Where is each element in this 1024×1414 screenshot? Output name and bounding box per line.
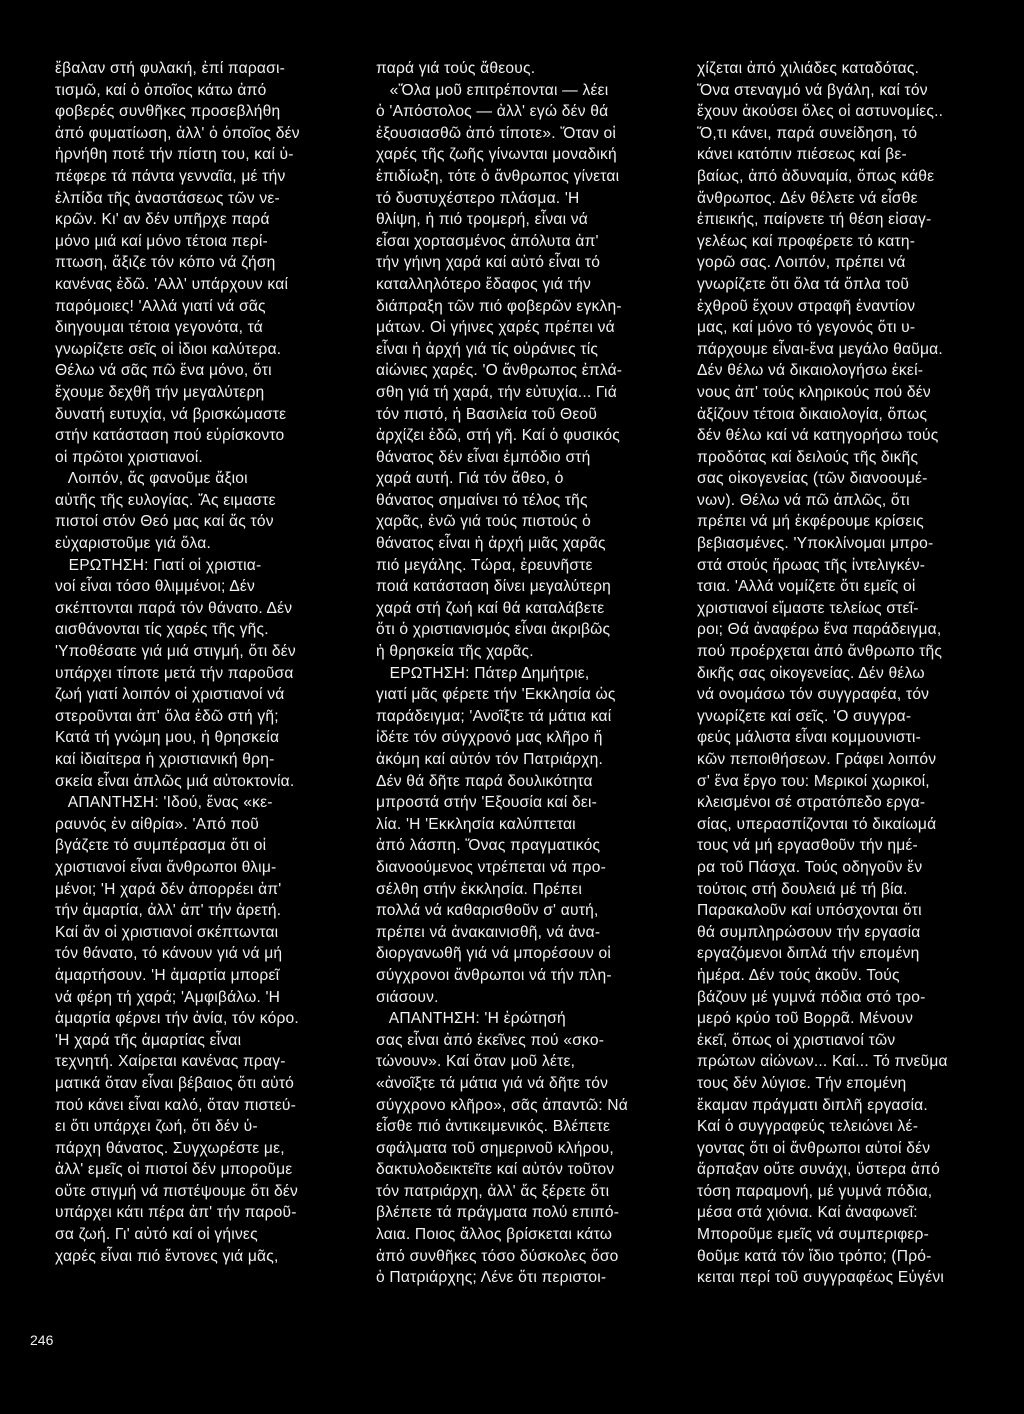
text-line: Ὅνα στεναγμό νά βγάλη, καί τόν: [697, 81, 928, 99]
text-line: διάπραξη τῶν πιό φοβερῶν εγκλη-: [376, 297, 622, 315]
text-line: ἁμαρτήσουν. 'Η ἁμαρτία μπορεῖ: [55, 966, 280, 984]
text-line: 'Η χαρά τῆς ἁμαρτίας εἶναι: [55, 1031, 242, 1049]
text-line: κανένας ἐδῶ. 'Αλλ' υπάρχουν καί: [55, 275, 289, 293]
text-line: θάνατος σημαίνει τό τέλος τῆς: [376, 491, 588, 509]
text-line: ἔχουμε δεχθῆ τήν μεγαλύτερη: [55, 383, 265, 401]
text-line: εὐχαριστοῦμε γιά ὅλα.: [55, 535, 212, 553]
text-line: τόση παραμονή, μέ γυμνά πόδια,: [697, 1182, 933, 1200]
text-line: τήν ἁμαρτία, ἀλλ' ἀπ' τήν ἀρετή.: [55, 902, 282, 920]
text-line: νά ονομάσω τόν συγγραφέα, τόν: [697, 686, 930, 704]
text-line: σκεία εἶναι ἁπλῶς μιά αὐτοκτονία.: [55, 772, 295, 790]
text-line: Ὅ,τι κάνει, παρά συνείδηση, τό: [697, 124, 918, 142]
text-line: χριστιανοί εἴμαστε τελείως στεῖ-: [697, 599, 919, 617]
text-line: μόνο μιά καί μόνο τέτοια περί-: [55, 232, 268, 250]
text-line: ἔχουν ἀκούσει ὅλες οἱ αστυνομίες..: [697, 103, 944, 121]
text-line: ἅρπαξαν οὔτε συνάχι, ὕστερα ἀπό: [697, 1161, 940, 1179]
text-line: εἶσθε πιό ἀντικειμενικός. Βλέπετε: [376, 1118, 611, 1136]
text-line: οἱ πρῶτοι χριστιανοί.: [55, 448, 203, 466]
text-line: σας εἶναι ἀπό ἐκεῖνες πού «σκο-: [376, 1031, 605, 1049]
text-line: βλέπετε τά πράγματα πολύ επιπό-: [376, 1204, 620, 1222]
text-line: Παρακαλοῦν καί υπόσχονται ὅτι: [697, 902, 922, 920]
text-line: πάρχουμε εἶναι-ἕνα μεγάλο θαῦμα.: [697, 340, 943, 358]
text-line: παρά γιά τούς ἄθεους.: [376, 60, 536, 77]
text-line: πρέπει νά ἀνακαινισθῆ, νά ἀνα-: [376, 923, 601, 941]
text-line: ματικά ὅταν εἶναι βέβαιος ὅτι αὐτό: [55, 1074, 295, 1092]
text-line: ἐλπίδα τῆς ἀναστάσεως τῶν νε-: [55, 189, 280, 207]
text-line: ἀπό φυματίωση, ἀλλ' ὁ ὁποῖος δέν: [55, 124, 300, 142]
text-line: χαρές εἶναι πιό ἔντονες γιά μᾶς,: [55, 1247, 279, 1265]
text-line: χαρᾶς, ἐνῶ γιά τούς πιστούς ὁ: [376, 513, 592, 531]
text-line: εἶσαι χορτασμένος ἀπόλυτα ἀπ': [376, 232, 599, 250]
text-line: ἀξίζουν τέτοια δικαιολογία, ὅπως: [697, 405, 928, 423]
text-line: βεβιασμένες. 'Υποκλίνομαι μπρο-: [697, 535, 934, 553]
text-line: θάνατος εἶναι ἡ ἀρχή μιᾶς χαρᾶς: [376, 535, 606, 553]
text-line: φεύς μάλιστα εἶναι κομμουνιστι-: [697, 729, 921, 747]
text-line: ἐκεῖ, ὅπως οἱ χριστιανοί τῶν: [697, 1031, 896, 1049]
text-line: πού προέρχεται ἀπό ἄνθρωπο τῆς: [697, 643, 943, 661]
text-line: «Ὅλα μοῦ επιτρέπονται — λέει: [376, 81, 609, 99]
text-line: καί ἰδιαίτερα ἡ χριστιανική θρη-: [55, 751, 275, 768]
text-line: ἐχθροῦ ἔχουν στραφῆ ἐναντίον: [697, 297, 916, 315]
text-line: Λοιπόν, ἄς φανοῦμε ἄξιοι: [55, 470, 248, 488]
text-line: πάρχη θάνατος. Συγχωρέστε με,: [55, 1139, 285, 1157]
text-line: τεχνητή. Χαίρεται κανένας πραγ-: [55, 1053, 286, 1071]
text-line: ὁ Πατριάρχης; Λένε ὅτι περιστοι-: [376, 1269, 607, 1287]
text-line: ἄνθρωπος. Δέν θέλετε νά εἶσθε: [697, 189, 918, 207]
text-line: ἁμαρτία φέρνει τήν ἀνία, τόν κόρο.: [55, 1010, 299, 1028]
text-line: σθη γιά τή χαρά, τήν εὐτυχία... Γιά: [376, 383, 617, 401]
text-line: ὅτι ὁ χριστιανισμός εἶναι ἀκριβῶς: [376, 621, 611, 639]
text-line: γιατί μᾶς φέρετε τήν 'Εκκλησία ὡς: [376, 686, 616, 704]
text-line: κειται περί τοῦ συγγραφέως Εὐγένι: [697, 1269, 945, 1287]
text-line: δυνατή ευτυχία, νά βρισκώμαστε: [55, 405, 287, 423]
text-line: θλίψη, ἡ πιό τρομερή, εἶναι νά: [376, 211, 589, 229]
text-line: ΑΠΑΝΤΗΣΗ: 'Ιδού, ἕνας «κε-: [55, 794, 273, 812]
text-line: ροι; Θά ἀναφέρω ἕνα παράδειγμα,: [697, 621, 942, 639]
text-line: μάτων. Οἱ γήινες χαρές πρέπει νά: [376, 319, 615, 337]
text-line: φοβερές συνθῆκες προσεβλήθη: [55, 103, 281, 121]
text-line: στήν κατάσταση πού εὑρίσκοντο: [55, 427, 285, 445]
text-line: πολλά νά καθαρισθοῦν σ' αυτή,: [376, 902, 599, 920]
text-line: στεροῦνται ἀπ' ὅλα ἐδῶ στή γῆ;: [55, 707, 279, 725]
text-line: θάνατος δέν εἶναι ἐμπόδιο στή: [376, 448, 591, 466]
text-line: οὔτε στιγμή νά πιστέψουμε ὅτι δέν: [55, 1182, 299, 1200]
text-line: ἐπιεικής, παίρνετε τή θέση εἰσαγ-: [697, 211, 932, 229]
text-line: πού κάνει εἶναι καλό, ὅταν πιστεύ-: [55, 1096, 297, 1114]
text-line: νοί εἶναι τόσο θλιμμένοι; Δέν: [55, 578, 256, 596]
text-line: δέν θέλω καί νά κατηγορήσω τούς: [697, 427, 939, 445]
text-line: Κατά τή γνώμη μου, ἡ θρησκεία: [55, 729, 280, 747]
text-line: ἡ θρησκεία τῆς χαρᾶς.: [376, 643, 534, 661]
text-line: τόν πατριάρχη, ἀλλ' ἄς ξέρετε ὅτι: [376, 1182, 610, 1200]
text-line: χριστιανοί εἶναι ἄνθρωποι θλιμ-: [55, 858, 277, 876]
text-line: προδότας καί δειλούς τῆς δικῆς: [697, 448, 919, 466]
text-line: γνωρίζετε σεῖς οἱ ἰδιοι καλύτερα.: [55, 340, 282, 358]
text-line: Καί ἄν οἱ χριστιανοί σκέπτωνται: [55, 923, 279, 941]
text-line: υπάρχει τίποτε μετά τήν παροῦσα: [55, 664, 294, 682]
text-line: τσια. 'Αλλά νομίζετε ὅτι εμεῖς οἱ: [697, 578, 916, 596]
text-line: σκέπτονται παρά τόν θάνατο. Δέν: [55, 599, 293, 617]
text-line: ἀκόμη καί αὐτόν τόν Πατριάρχη.: [376, 751, 604, 768]
text-line: πρώτων αἰώνων... Καί... Τό πνεῦμα: [697, 1053, 948, 1071]
text-line: Καί ὁ συγγραφεύς τελειώνει λέ-: [697, 1118, 919, 1136]
text-line: γορῶ σας. Λοιπόν, πρέπει νά: [697, 254, 906, 272]
text-line: κάνει κατόπιν πιέσεως καί βε-: [697, 146, 907, 164]
text-line: γοντας ὅτι οἱ ἄνθρωποι αὐτοί δέν: [697, 1139, 931, 1157]
text-line: σύγχρονο κλῆρο», σᾶς ἀπαντῶ: Νά: [376, 1096, 628, 1114]
text-line: ἐπιδίωξη, τότε ὁ ἄνθρωπος γίνεται: [376, 167, 620, 185]
text-line: σύγχρονοι ἄνθρωποι νά τήν πλη-: [376, 966, 612, 984]
text-line: ΕΡΩΤΗΣΗ: Πάτερ Δημήτριε,: [376, 664, 590, 682]
text-line: σ' ἕνα ἔργο του: Μερικοί χωρικοί,: [697, 772, 930, 790]
text-line: κρῶν. Κι' αν δέν υπῆρχε παρά: [55, 211, 270, 229]
text-line: καταλληλότερο ἔδαφος γιά τήν: [376, 275, 591, 293]
text-line: σέλθη στήν ἐκκλησία. Πρέπει: [376, 880, 583, 898]
text-line: χαρές τῆς ζωῆς γίνωνται μοναδική: [376, 146, 617, 164]
text-line: χαρά αυτή. Γιά τόν ἄθεο, ὁ: [376, 470, 564, 488]
text-line: τόν θάνατο, τό κάνουν γιά νά μή: [55, 945, 283, 963]
text-line: αισθάνονται τίς χαρές τῆς γῆς.: [55, 621, 269, 639]
text-line: ὁ 'Απόστολος — ἀλλ' εγώ δέν θά: [376, 103, 609, 121]
text-line: ραυνός ἐν αἰθρία». 'Από ποῦ: [55, 815, 259, 833]
text-line: μας, καί μόνο τό γεγονός ὅτι υ-: [697, 319, 916, 337]
text-line: κῶν πεποιθήσεων. Γράφει λοιπόν: [697, 751, 937, 768]
text-line: χίζεται ἀπό χιλιάδες καταδότας.: [697, 60, 920, 77]
text-line: διανοούμενος ντρέπεται νά προ-: [376, 858, 606, 876]
text-line: τούτοις στή δουλειά μέ τή βία.: [697, 880, 908, 898]
text-line: μέσα στά χιόνια. Καί ἀναφωνεῖ:: [697, 1204, 918, 1222]
text-line: σας οἰκογενείας (τῶν διανοουμέ-: [697, 470, 928, 488]
text-line: λία. 'Η 'Εκκλησία καλύπτεται: [376, 815, 576, 833]
text-line: 'Υποθέσατε γιά μιά στιγμή, ὅτι δέν: [55, 643, 296, 661]
page-number: 246: [30, 1332, 54, 1348]
text-line: βάζουν μέ γυμνά πόδια στό τρο-: [697, 988, 926, 1006]
text-line: τόν πιστό, ἡ Βασιλεία τοῦ Θεοῦ: [376, 405, 598, 423]
text-line: σφάλματα τοῦ σημερινοῦ κλήρου,: [376, 1139, 614, 1157]
text-line: πέφερε τά πάντα γενναῖα, μέ τήν: [55, 167, 286, 185]
text-line: μερό κρύο τοῦ Βορρᾶ. Μένουν: [697, 1010, 914, 1028]
text-line: ρα τοῦ Πάσχα. Τούς οδηγοῦν ἔν: [697, 858, 923, 876]
text-line: τους νά μή εργασθοῦν τήν ημέ-: [697, 837, 918, 855]
text-line: μπροστά στήν 'Εξουσία καί δει-: [376, 794, 598, 812]
text-line: πιστοί στόν Θεό μας καί ἄς τόν: [55, 513, 274, 531]
text-line: εἶναι ἡ ἀρχή γιά τίς οὐράνιες τίς: [376, 340, 599, 358]
text-line: τό δυστυχέστερο πλάσμα. 'Η: [376, 189, 580, 207]
text-line: Δέν θά δῆτε παρά δουλικότητα: [376, 772, 593, 790]
text-line: νων). Θέλω νά πῶ ἁπλῶς, ὅτι: [697, 491, 910, 509]
text-line: ει ὅτι υπάρχει ζωή, ὅτι δέν ὑ-: [55, 1118, 258, 1136]
text-line: εργαζόμενοι διπλά τήν επομένη: [697, 945, 920, 963]
text-line: σα ζωή. Γι' αὐτό καί οἱ γήινες: [55, 1226, 258, 1244]
text-line: παράδειγμα; 'Ανοῖξτε τά μάτια καί: [376, 707, 612, 725]
text-line: γνωρίζετε καί σεῖς. 'Ο συγγρα-: [697, 707, 912, 725]
text-line: ἐξουσιασθῶ ἀπό τίποτε». Ὅταν οἱ: [376, 124, 617, 142]
text-line: ΕΡΩΤΗΣΗ: Γιατί οἱ χριστια-: [55, 556, 262, 574]
text-line: βαίως, ἀπό ἀδυναμία, ὅπως κάθε: [697, 167, 935, 185]
text-line: σίας, υπερασπίζονται τό δικαίωμά: [697, 815, 937, 833]
text-column-3: [697, 58, 997, 1289]
text-line: αἰώνιες χαρές. 'Ο ἄνθρωπος ἐπλά-: [376, 362, 623, 380]
text-line: ἀπό λάσπη. Ὅνας πραγματικός: [376, 837, 601, 855]
text-line: πτωση, ἄξιζε τόν κόπο νά ζήση: [55, 254, 276, 272]
text-line: ζωή γιατί λοιπόν οἱ χριστιανοί νά: [55, 686, 285, 704]
text-line: ἔβαλαν στή φυλακή, ἐπί παρασι-: [55, 60, 286, 77]
text-line: τήν γήινη χαρά καί αὐτό εἶναι τό: [376, 254, 601, 272]
text-line: «ἀνοῖξτε τά μάτια γιά νά δῆτε τόν: [376, 1074, 609, 1092]
text-column-1: [55, 58, 365, 1267]
text-line: πιό μεγάλης. Τώρα, ἐρευνῆστε: [376, 556, 593, 574]
text-line: στά στούς ἥρωας τῆς ἰντελιγκέν-: [697, 556, 926, 574]
text-line: υπάρχει κάτι πέρα ἀπ' τήν παροῦ-: [55, 1204, 297, 1222]
text-line: ἰδέτε τόν σύγχρονό μας κλῆρο ἤ: [376, 729, 603, 747]
text-line: νά φέρη τή χαρά; 'Αμφιβάλω. 'Η: [55, 988, 281, 1006]
text-line: ἔκαμαν πράγματι διπλῆ εργασία.: [697, 1096, 928, 1114]
text-line: ἀλλ' εμεῖς οἱ πιστοί δέν μποροῦμε: [55, 1161, 293, 1179]
text-column-2: [376, 58, 676, 1289]
text-line: δικῆς σας οἰκογενείας. Δέν θέλω: [697, 664, 925, 682]
text-line: πρέπει νά μή ἐκφέρουμε κρίσεις: [697, 513, 924, 531]
text-line: θοῦμε κατά τόν ἴδιο τρόπο; (Πρό-: [697, 1247, 932, 1265]
text-line: χαρά στή ζωή καί θά καταλάβετε: [376, 599, 605, 617]
text-line: παρόμοιες! 'Αλλά γιατί νά σᾶς: [55, 297, 266, 315]
text-line: σιάσουν.: [376, 988, 439, 1006]
text-line: ἡμέρα. Δέν τούς ἀκοῦν. Τούς: [697, 966, 900, 984]
text-line: μένοι; 'Η χαρά δέν ἀπορρέει ἀπ': [55, 880, 282, 898]
text-line: τισμῶ, καί ὁ ὁποῖος κάτω ἀπό: [55, 81, 267, 99]
text-line: ἀπό συνθῆκες τόσο δύσκολες ὅσο: [376, 1247, 619, 1265]
text-line: κλεισμένοι σέ στρατόπεδο εργα-: [697, 794, 926, 812]
text-line: ποιά κατάσταση δίνει μεγαλύτερη: [376, 578, 612, 596]
text-line: βγάζετε τό συμπέρασμα ὅτι οἱ: [55, 837, 267, 855]
text-line: γνωρίζετε ὅτι ὅλα τά ὅπλα τοῦ: [697, 275, 910, 293]
text-line: Μποροῦμε εμεῖς νά συμπεριφερ-: [697, 1226, 929, 1244]
text-line: θά συμπληρώσουν τήν εργασία: [697, 923, 921, 941]
text-line: τους δέν λύγισε. Τήν επομένη: [697, 1074, 907, 1092]
text-line: Δέν θέλω νά δικαιολογήσω ἐκεί-: [697, 362, 924, 380]
text-line: διοργανωθῆ γιά νά μπορέσουν οἱ: [376, 945, 612, 963]
text-line: Θέλω νά σᾶς πῶ ἕνα μόνο, ὅτι: [55, 362, 272, 380]
text-line: λαια. Ποιος ἄλλος βρίσκεται κάτω: [376, 1226, 613, 1244]
text-line: αὐτῆς τῆς ευλογίας. Ἄς ειμαστε: [55, 491, 276, 509]
text-line: ΑΠΑΝΤΗΣΗ: 'Η ἐρώτησή: [376, 1010, 566, 1028]
text-line: νους ἀπ' τούς κληρικούς πού δέν: [697, 383, 931, 401]
text-line: ἠρνήθη ποτέ τήν πίστη του, καί ὑ-: [55, 146, 294, 164]
text-line: διηγουμαι τέτοια γεγονότα, τά: [55, 319, 263, 337]
text-line: τώνουν». Καί ὅταν μοῦ λέτε,: [376, 1053, 576, 1071]
text-line: γελέως καί προφέρετε τό κατη-: [697, 232, 916, 250]
text-line: ἀρχίζει ἐδῶ, στή γῆ. Καί ὁ φυσικός: [376, 427, 620, 445]
text-line: δακτυλοδεικτεῖτε καί αὐτόν τοῦτον: [376, 1161, 615, 1179]
